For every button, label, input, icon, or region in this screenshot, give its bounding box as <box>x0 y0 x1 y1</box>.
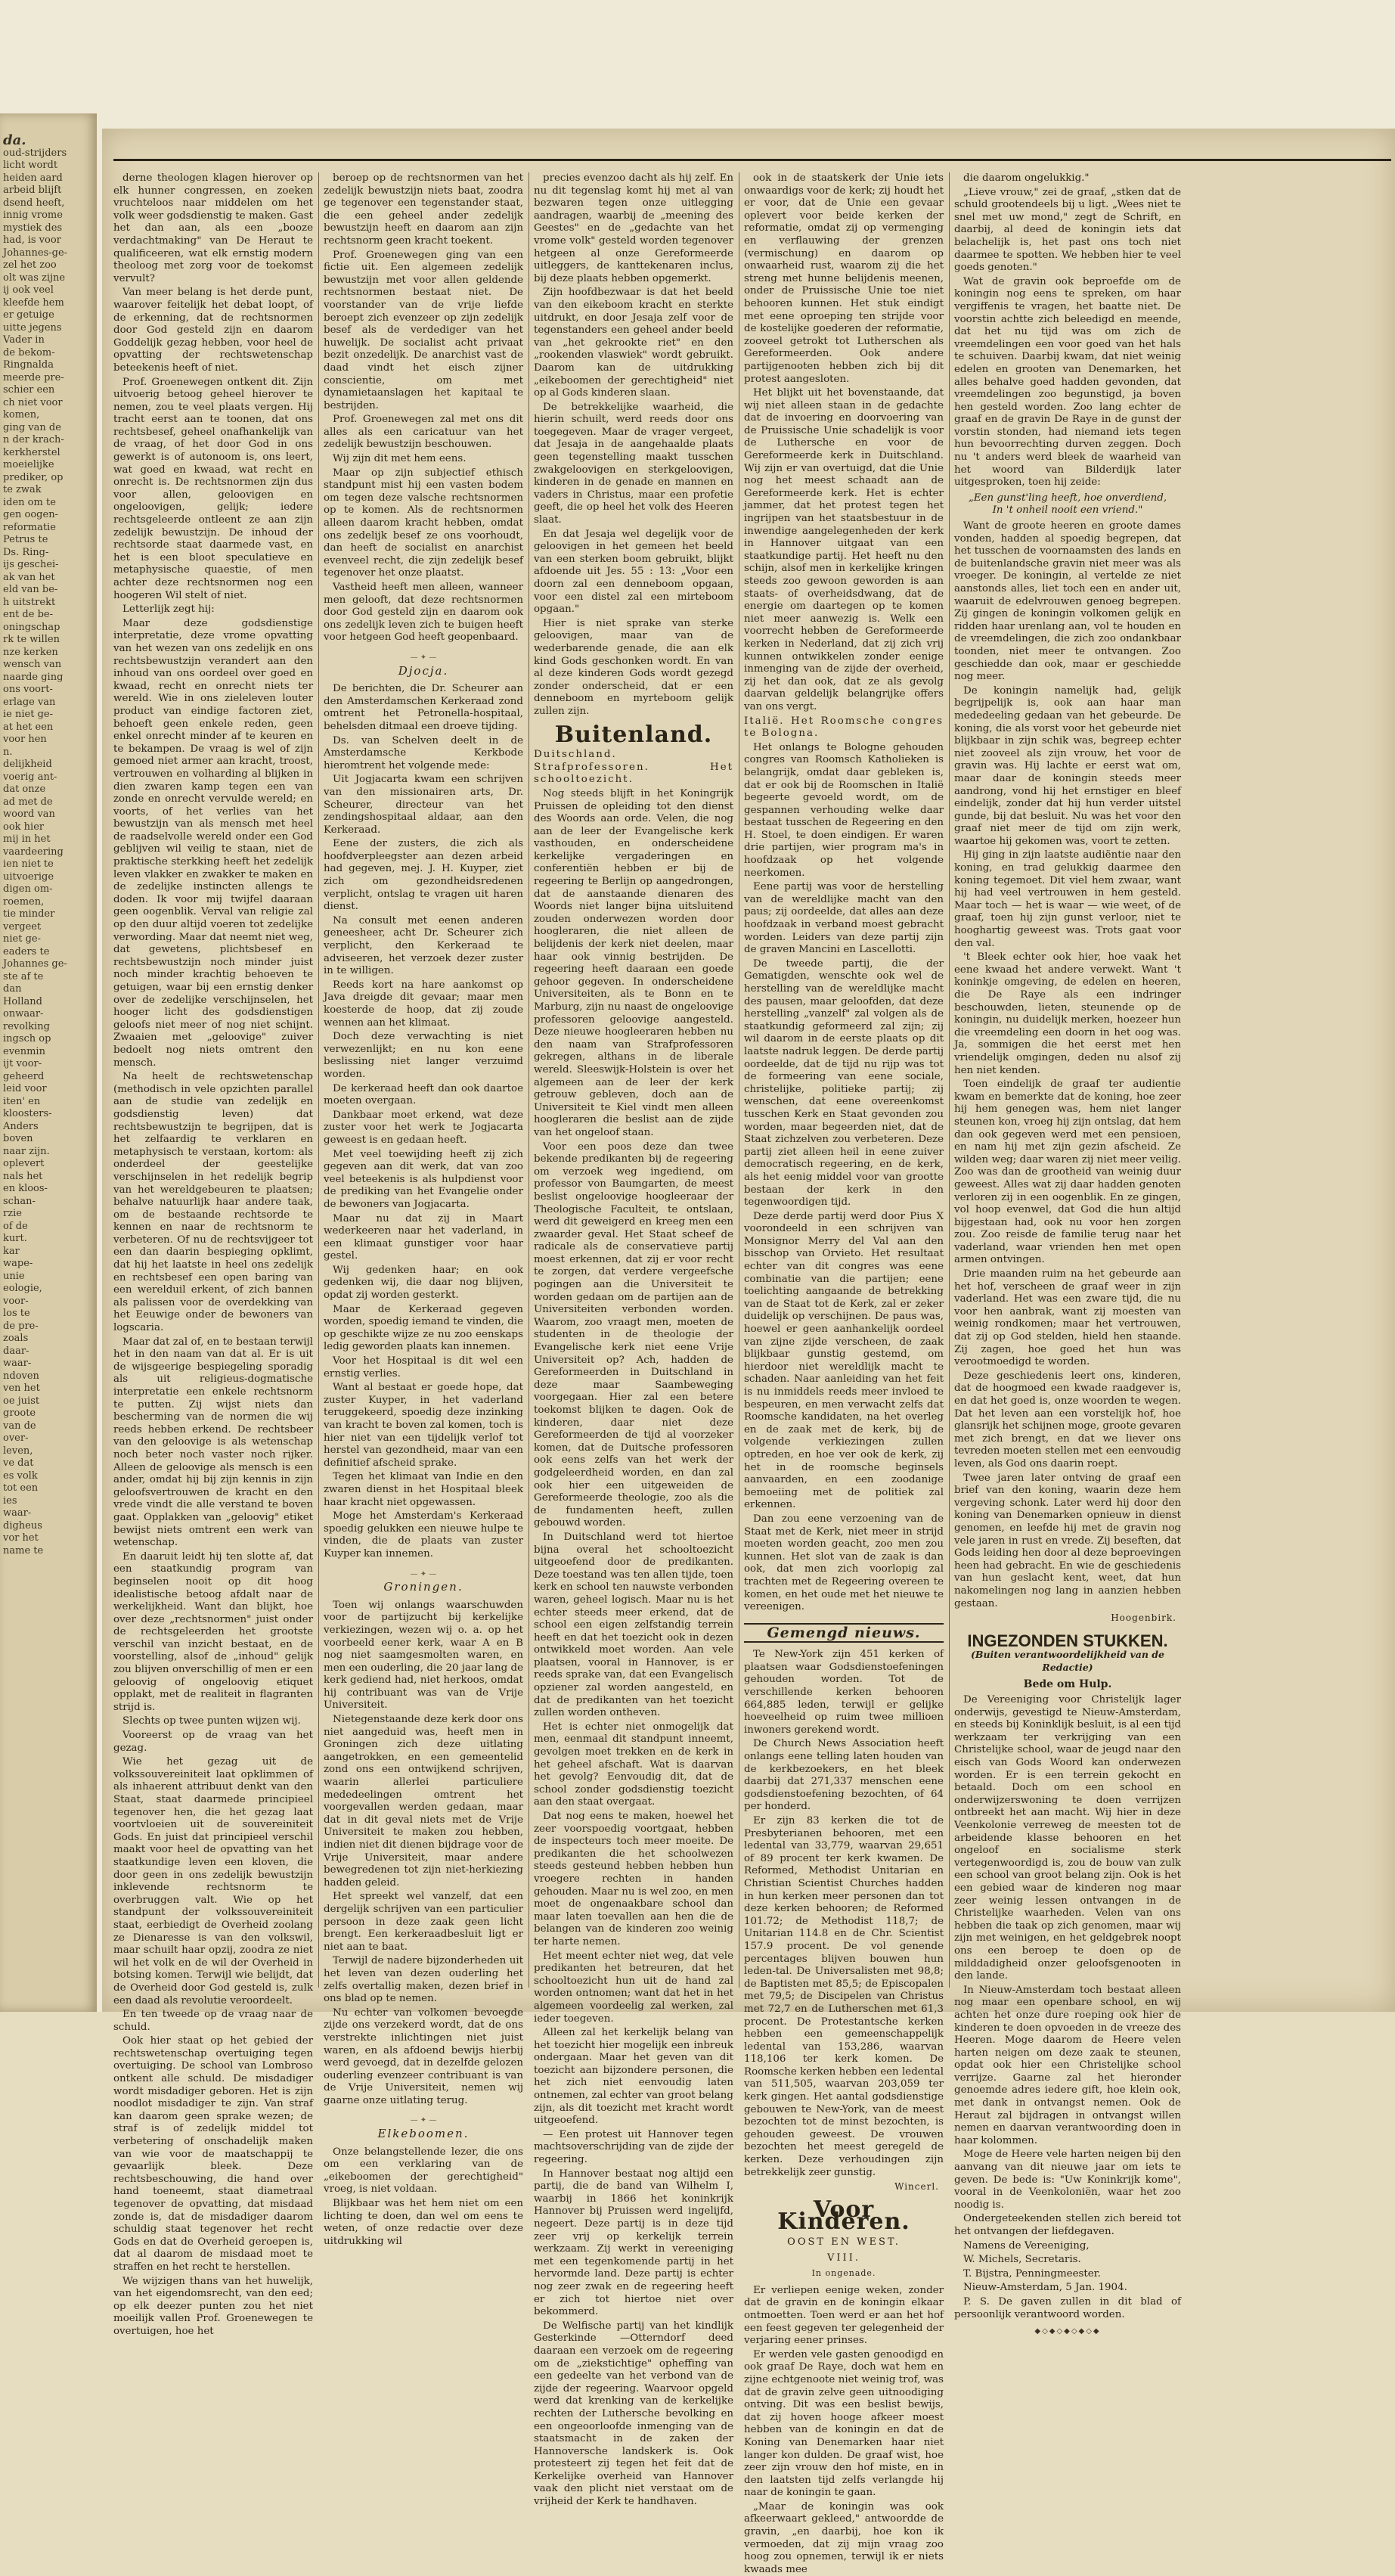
previous-page-fragment: nze kerken <box>3 646 58 658</box>
previous-page-fragment: rk te willen <box>3 634 60 645</box>
section-title-eikeboomen-text: Elkeboomen. <box>377 2127 470 2141</box>
previous-page-fragment: kar <box>3 1245 20 1257</box>
previous-page-fragment: ve dat <box>3 1457 34 1469</box>
article-paragraph: beroep op de rechtsnormen van het zedelijk bewustzijn niets baat, zoodra ge tegenover een tegenstander staat, die een geheel ander zedelijk bewustzijn heeft en daarom aan zijn rechtsnorm geen kracht toekent. <box>324 172 523 247</box>
article-paragraph: Voor het Hospitaal is dit wel een ernstig verlies. <box>324 1355 523 1380</box>
signature: Wincerl. <box>894 2181 939 2193</box>
previous-page-fragment: leid voor <box>3 1083 47 1094</box>
poem-line: In 't onheil nooit een vriend." <box>992 504 1143 517</box>
article-paragraph: Vooreerst op de vraag van het gezag. <box>113 1730 313 1754</box>
previous-page-fragment: arbeid blijft <box>3 185 62 196</box>
article-paragraph: Slechts op twee punten wijzen wij. <box>122 1715 301 1727</box>
article-paragraph: Want al bestaat er goede hope, dat zuster Kuyper, in het vaderland teruggekeerd, spoedig deze inzinking van kracht te boven zal komen, toch is hier niet van een tijdelijk verlof tot herstel van gezondheid, maar van een definitief afscheid sprake. <box>324 1382 523 1469</box>
article-paragraph: Wij zijn dit met hem eens. <box>333 453 467 465</box>
previous-page-fragment: iden om te <box>3 496 56 508</box>
article-paragraph: Nog steeds blijft in het Koningrijk Pruissen de opleiding tot den dienst des Woords aan orde. Velen, die nog aan de leer der Evangelische kerk vasthouden, en onderscheidene kerkelijke vergaderingen en conferentiën hebben er bij de regeering te Berlijn op aangedrongen, dat de aanstaande dienaren des Woords niet langer bijna uitsluitend zouden onderwezen worden door hoogleraren, die niet alleen de belijdenis der kerk niet deelen, maar haar ook vinnig bestrijden. De regeering heeft daaraan een goede gehoor gegeven. In onderscheidene Universiteiten, als te Bonn en te Marburg, zijn nu naast de ongeloovige professoren geloovige aangesteld. Deze nieuwe hoogleeraren hebben nu den naam van Strafprofessoren gekregen, althans in de liberale wereld. Sleeswijk-Holstein is over het algemeen aan de leer der kerk getrouw gebleven, doch aan de Universiteit te Kiel vindt men alleen hoogleraren die beslist aan de zijde van het ongeloof staan. <box>534 787 733 1138</box>
previous-page-fragment: kurt. <box>3 1233 27 1244</box>
previous-page-fragment: iten' en <box>3 1095 41 1107</box>
previous-page-fragment: tie minder <box>3 908 55 920</box>
previous-page-fragment: unie <box>3 1270 25 1282</box>
previous-page-fragment: de pre- <box>3 1320 39 1332</box>
previous-page-fragment: woord van <box>3 808 55 820</box>
article-paragraph: En ten tweede op de vraag naar de schuld. <box>113 2009 313 2033</box>
previous-page-fragment: naar zijn. <box>3 1145 50 1157</box>
previous-page-fragment: ie niet ge- <box>3 709 53 720</box>
previous-page-fragment: schan- <box>3 1195 36 1207</box>
previous-page-fragment: ste af te <box>3 970 44 982</box>
article-paragraph: Terwijl de nadere bijzonderheden uit het leven van dezen ouderling het zelfs overtallig maken, dezen brief in ons blad op te nemen. <box>324 1955 523 2005</box>
article-paragraph: Dankbaar moet erkend, wat deze zuster voor het werk te Jogjacarta geweest is en gedaan heeft. <box>324 1109 523 1146</box>
previous-page-fragment: van de <box>3 1420 36 1432</box>
article-paragraph: Prof. Groenewegen zal met ons dit alles als een caricatuur van het zedelijk bewustzijn beschouwen. <box>324 414 523 451</box>
signature: Hoogenbirk. <box>1111 1612 1176 1624</box>
previous-page-fragment: ijs geschei- <box>3 559 59 570</box>
previous-page-fragment: revolking <box>3 1020 50 1032</box>
article-paragraph: Reeds kort na hare aankomst op Java dreigde dit gevaar; maar men koesterde de hoop, dat zij zoude wennen aan het klimaat. <box>324 979 523 1029</box>
previous-page-fragment: kleefde hem <box>3 296 64 309</box>
previous-page-fragment: prediker, op <box>3 471 64 483</box>
previous-page-fragment: leven, <box>3 1445 33 1457</box>
previous-page-fragment: h uitstrekt <box>3 596 56 608</box>
article-paragraph: Hij ging in zijn laatste audiëntie naar den koning, en trad gelukkig daarmee den koning tegemoet. Dit viel hem zwaar, want hij had veel vertrouwen in hem gesteld. Maar toch — het is waar — wie weet, of de graaf, toen hij zijn gunst verloor, niet te hooghartig geweest was. Trots gaat voor den val. <box>954 849 1181 949</box>
article-paragraph: Van meer belang is het derde punt, waarover feitelijk het debat loopt, of de erkenning, dat de rechtsnormen door God gesteld zijn en daarom Goddelijk gezag hebben, voor heel de opvatting der rechtswetenschap beteekenis heeft of niet. <box>113 287 313 374</box>
article-paragraph: Namens de Vereeniging, <box>963 2239 1090 2252</box>
article-paragraph: Prof. Groenewegen ging van een fictie uit. Een algemeen zedelijk bewustzijn met voor allen geldende rechtsnormen bestaat niet. De voorstander van de vrije liefde beroept zich evenzeer op zijn zedelijk besef als de verdediger van het huwelijk. De socialist acht privaat bezit onzedelijk. De anarchist vast de daad vindt het eisch zijner conscientie, om met dynamietaanslagen het kapitaal te bestrijden. <box>324 249 523 411</box>
previous-page-fragment: zoals <box>3 1333 29 1344</box>
article-paragraph: Eene partij was voor de herstelling van de wereldlijke macht van den paus; zij oordeelde, dat alles aan deze hoofdzaak in verband moest gebracht worden. Leiders van deze partij zijn de graven Mancini en Lascellotti. <box>744 881 944 956</box>
section-title-djocja-text: Djocja. <box>398 663 449 678</box>
article-paragraph: We wijzigen thans van het huwelijk, van het eigendomsrecht, van den eed; op elk deezer punten zou het niet moeilijk vallen Prof. Groenewegen te overtuigen, hoe het <box>113 2275 313 2337</box>
previous-page-fragment: ijt voor- <box>3 1058 42 1069</box>
previous-page-fragment: innig vrome <box>3 209 63 221</box>
article-paragraph: Twee jaren later ontving de graaf een brief van den koning, waarin deze hem vergeving schonk. Later werd hij door den koning van Denemarken opnieuw in dienst genomen, en leefde hij met de gravin nog vele jaren in rust en vrede. Zij beseften, dat Gods leiding hen door al deze beproevingen heen had gebracht. En wie de geschiedenis van hun geslacht kent, weet, dat hun nakomelingen nog lang in aanzien hebben gestaan. <box>954 1472 1181 1609</box>
previous-page-fragment: n der krach- <box>3 434 64 445</box>
section-title-buitenland: Buitenland. <box>554 721 713 748</box>
article-paragraph: Maar de Kerkeraad gegeven worden, spoedig iemand te vinden, die op geschikte wijze ze nu zoo eenskaps ledig geworden plaats kan innemen. <box>324 1303 523 1353</box>
previous-page-fragment: wape- <box>3 1258 33 1269</box>
article-paragraph: Dat nog eens te maken, hoewel het zeer voorspoedig voortgaat, hebben de inspecteurs toch meer moeite. De predikanten die het schoolwezen steeds gesteund hebben hebben hun vroegere rechten in handen gehouden. Maar nu is wel zoo, en men moet de ongenaakbare school dan maar laten toevallen aan hen die de belangen van de kinderen zoo weinig ter harte nemen. <box>534 1811 733 1948</box>
article-paragraph: Na heelt de rechtswetenschap (methodisch in vele opzichten parallel aan de studie van zedelijk en godsdienstig leven) dat rechtsbewustzijn te begrijpen, dat is het zelfaardig te verklaren en metaphysisch te verstaan, kortom: als onderdeel der geestelijke verschijnselen in het redelijk begrip van het wereldgebeuren te plaatsen; behalve natuurlijk haar andere taak, om de bestaande rechtsorde te kennen en naar de rechtsnorm te verbeteren. Of nu de rechtsvijgeer tot een dan daarin bespieging opklimt, dat hij het laatste in heel ons zedelijk en rechtsbesef een open baring van een werelduil erkent, of zich bannen als palissen voor de overdekking van het Eeuwige onder de bewoners van logscaria. <box>113 1071 313 1334</box>
previous-page-fragment: voor hen <box>3 734 47 745</box>
ornament-icon: — ✦ — <box>410 1569 437 1578</box>
article-paragraph: Wij gedenken haar; en ook gedenken wij, die daar nog blijven, opdat zij worden gesterkt. <box>324 1264 523 1302</box>
previous-page-fragment: rzie <box>3 1208 22 1219</box>
article-paragraph: derne theologen klagen hierover op elk hunner congressen, en zoeken vruchteloos naar middelen om het volk weer godsdienstig te maken. Gast het dan aan, als een „booze verdachtmaking" van De Heraut te qualificeeren, wat elk ernstig modern theoloog met zorg voor de toekomst vervult? <box>113 172 313 284</box>
article-paragraph: Er werden vele gasten genoodigd en ook graaf De Raye, doch wat hem en zijne echtgenoote niet weinig trof, was dat de gravin zelve geen uitnoodiging ontving. Dit was een beslist bewijs, dat zij hoven hooge afkeer moest hebben van de koningin en dat de Koning van Denemarken haar niet langer kon dulden. De graaf wist, hoe zeer zijn vrouw den hof miste, en in den laatsten tijd zelfs verlangde hij naar de koningin te gaan. <box>744 2348 944 2499</box>
section-title-gemengd-nieuws: Gemengd nieuws. <box>744 1623 944 1643</box>
previous-page-fragment: de bekom- <box>3 346 55 358</box>
previous-page-fragment: uitte jegens <box>3 321 62 334</box>
article-paragraph: Er verliepen eenige weken, zonder dat de gravin en de koningin elkaar ontmoetten. Toen werd er aan het hof een feest gegeven ter gelegenheid der verjaring eener prinses. <box>744 2284 944 2347</box>
previous-page-fragment: licht wordt <box>3 160 58 171</box>
previous-page-fragment: kloosters- <box>3 1108 52 1119</box>
section-title-groningen <box>324 1569 523 1594</box>
article-paragraph: ook in de staatskerk der Unie iets onwaardigs voor de kerk; zij houdt het er voor, dat de Unie een gevaar oplevert voor beide kerken der reformatie, omdat zij op vermenging en verflauwing der grenzen (vermischung) en daarom op onwaarheid rust, waarom zij die het streng met hunne belijdenis meenen, onder de Pruissische Unie toe niet behooren kunnen. Het stuk eindigt met eene oproeping ten strijde voor de kostelijke goederen der reformatie, zooveel getrokt tot Lutherschen als Gereformeerden. Ook andere partijgenooten hebben zich bij dit protest aangesloten. <box>744 172 944 385</box>
article-paragraph: Dan zou eene verzoening van de Staat met de Kerk, niet meer in strijd moeten worden geacht, zoo men zou kunnen. Het slot van de zaak is dan ook, dat men zich voorlopig zal trachten met de Regeering overeen te komen, en het oude met het nieuwe te vereenigen. <box>744 1513 944 1613</box>
previous-page-fragment: moeielijke <box>3 459 54 470</box>
previous-page-fragment: waar- <box>3 1507 32 1519</box>
article-paragraph: En dat Jesaja wel degelijk voor de geloovigen in het gemeen het beeld van een sterken boom gebruikt, blijkt afdoende uit Jes. 55 : 13: „Voor een doorn zal een denneboom opgaan, voor een distel zal een mirteboom opgaan." <box>534 528 733 616</box>
previous-page-fragment: gen oogen- <box>3 509 58 520</box>
previous-page-fragment: delijkheid <box>3 759 52 770</box>
previous-page-fragment: ingsch op <box>3 1033 51 1044</box>
poem-line: „Een gunst'ling heeft, hoe onverdiend, <box>968 492 1167 504</box>
previous-page-fragment: dan <box>3 983 22 995</box>
article-paragraph: De kerkeraad heeft dan ook daartoe moeten overgaan. <box>324 1082 523 1107</box>
article-paragraph: Want de groote heeren en groote dames vonden, hadden al spoedig begrepen, dat het tusschen de voornaamsten des lands en de buitenlandsche gravin niet meer was als vroeger. De koningin, al vertelde ze niet aanstonds alles, liet toch een en ander uit, waaruit de edelvrouwen genoeg begrepen. Zij gingen de koningin volkomen gelijk en ridden haar urenlang aan, vol te houden en de vreemdelingen, die zich zoo ondankbaar toonden, niet meer te ontvangen. Zoo geschiedde dan ook, maar er geschiedde nog meer. <box>954 520 1181 683</box>
article-paragraph: Wie het gezag uit de volkssouvereiniteit laat opklimmen of als inhaerent attribuut denkt van den Staat, staat daarmede principieel tegenover hen, die het gezag laat voortvloeien uit de souvereiniteit Gods. En juist dat principieel verschil maakt voor heel de opvatting van het staatkundige leven een kloven, die door geen in ons zedelijk bewustzijn inklevende rechtsnorm te overbruggen valt. Wie op het standpunt der volkssouvereiniteit staat, eerbiedigt de Overheid zoolang ze Dienaresse is van den volkswil, maar schuilt haar opzij, zoodra ze niet wil het volk en de wil der Overheid in botsing komen. Terwijl wie belijdt, dat de Overheid door God gesteld is, zulk een daad als revolutie veroordeelt. <box>113 1756 313 2006</box>
previous-page-text <box>0 113 97 1557</box>
ornament-icon: — ✦ — <box>410 653 437 662</box>
previous-page-fragment: mij in het <box>3 833 51 845</box>
article-paragraph: Tegen het klimaat van Indie en den zwaren dienst in het Hospitaal bleek haar kracht niet opgewassen. <box>324 1471 523 1508</box>
article-paragraph: die daarom ongelukkig." <box>963 172 1090 184</box>
previous-page-fragment: Johannes-ge- <box>3 247 68 259</box>
previous-page-fragment: Vader in <box>3 334 45 346</box>
previous-page-fragment: mystiek des <box>3 222 63 234</box>
article-paragraph: Hier is niet sprake van sterke geloovigen, maar van de wederbarende genade, die aan elk kind Gods geschonken wordt. En van al deze kinderen Gods wordt gezegd zonder onderscheid, dat er een denneboom en myrteboom gelijk zullen zijn. <box>534 617 733 717</box>
article-paragraph: 't Bleek echter ook hier, hoe vaak het eene kwaad het andere verwekt. Want 't koninkje omgeving, de edelen en heeren, die De Raye als een indringer beschouwden, lieten, steunende op de koningin, nu duidelijk merken, hoezeer hun die vreemdeling een doorn in het oog was. Ja, sommigen die het eerst met hen vriendelijk omgingen, deden nu alsof zij hen niet kenden. <box>954 951 1181 1076</box>
article-paragraph: T. Bijstra, Penningmeester. <box>963 2267 1101 2280</box>
previous-page-fragment: ch niet voor <box>3 396 63 408</box>
ornament-icon: ◆◇◆◇◆◇◆◇◆ <box>1034 2327 1101 2336</box>
previous-page-fragment: groote <box>3 1407 36 1419</box>
article-paragraph: Toen wij onlangs waarschuwden voor de partijzucht bij kerkelijke verkiezingen, wezen wij o. a. op het voorbeeld eener kerk, waar A en B nog niet saamgesmolten waren, en men een ouderling, die 20 jaar lang de kerk gediend had, niet herkoos, omdat hij contribuant was van de Vrije Universiteit. <box>324 1599 523 1712</box>
article-paragraph: Het spreekt wel vanzelf, dat een dergelijk schrijven van een particulier persoon in deze zaak geen licht brengt. Een kerkeraadbesluit ligt er niet aan te baat. <box>324 1891 523 1953</box>
previous-page-fragment: Ds. Ring- <box>3 546 49 558</box>
previous-page-fragment: eld van be- <box>3 584 58 595</box>
previous-page-fragment: heiden aard <box>3 172 63 184</box>
previous-page-fragment: erlage van <box>3 696 56 708</box>
serial-number: VIII. <box>827 2252 860 2264</box>
article-paragraph: Uit Jogjacarta kwam een schrijven van den missionairen arts, Dr. Scheurer, directeur van het zendingshospitaal aldaar, aan den Kerkeraad. <box>324 774 523 836</box>
column-5 <box>954 172 1182 2336</box>
article-paragraph: „Lieve vrouw," zei de graaf, „stken dat de schuld grootendeels bij u ligt. „Wees niet te snel met uw mond," zegt de Schrift, en daarbij, al deed de koningin iets dat belachelijk is, het past ons toch niet daarmee te spotten. We hebben hier te veel goeds genoten." <box>954 186 1181 274</box>
section-title-voor-kinderen: Voor Kinderen. <box>777 2196 910 2236</box>
article-paragraph: P. S. De gaven zullen in dit blad of persoonlijk verantwoord worden. <box>954 2295 1181 2320</box>
previous-page-fragment: vergeet <box>3 920 42 933</box>
article-paragraph: Toen eindelijk de graaf ter audientie kwam en bemerkte dat de koning, hoe zeer hij hem genegen was, hem niet langer steunen kon, vroeg hij zijn ontslag, dat hem dan ook gegeven werd met een pensioen, en nam hij met zijn gezin afscheid. Ze wilden weg; daar waren zij niet meer veilig. Zoo was dan de grootheid van weinig duur geweest. Alles wat zij daar hadden genoten verloren zij in een oogenblik. En ze gingen, vol hoop evenwel, dat God die hun altijd bijgestaan had, ook nu voor hen zorgen zou. Zoo reisde de familie terug naar het vaderland, waar vrienden hen met open armen ontvingen. <box>954 1079 1181 1266</box>
article-paragraph: — Een protest uit Hannover tegen machtsoverschrijding van de zijde der regeering. <box>534 2128 733 2166</box>
article-paragraph: W. Michels, Secretaris. <box>963 2254 1081 2266</box>
previous-page-fragment: vaardeering <box>3 846 64 858</box>
column-4 <box>744 172 944 2575</box>
article-paragraph: „Maar de koningin was ook afkeerwaart gekleed," antwoordde de gravin, „en daarbij, hoe kon ik vermoeden, dat zij mijn vraag zoo hoog zou opnemen, terwijl ik er niets kwaads mee <box>744 2500 944 2575</box>
article-paragraph: Prof. Groenewegen ontkent dit. Zijn uitvoerig betoog geheel hierover te nemen, zou te veel plaats vergen. Hij tracht eerst aan te toonen, dat ons rechtsbesef, geheel onafhankelijk van de vraag, of het door God in ons gewerkt is of autonoom is, ons leert, wat goed en kwaad, wat recht en onrecht is. De rechtsnormen zijn dus voor allen, geloovigen en ongeloovigen, gelijk; iedere rechtsgeleerde ontleent ze aan zijn zedelijk bewustzijn. De inhoud der rechtsorde staat daarmede vast, en het is een bloot speculatieve en metaphysische quaestie, of men achter deze rechtsnormen nog een hoogeren Wil stelt of niet. <box>113 376 313 601</box>
article-paragraph: Te New-York zijn 451 kerken of plaatsen waar Godsdienstoefeningen gehouden worden. Tot de verschillende kerken behooren 664,885 leden, terwijl er gelijke hoeveelheid op ruim twee millioen inwoners gerekend wordt. <box>744 1649 944 1736</box>
previous-page-fragment: naarde ging <box>3 671 64 683</box>
article-paragraph: Het blijkt uit het bovenstaande, dat wij niet alleen staan in de gedachte dat de invoering en doorvoering van de Pruissische Unie schadelijk is voor de Luthersche en voor de Gereformeerde kerk in Duitschland. Wij zijn er van overtuigd, dat die Unie nog het meest schaadt aan de Gereformeerde kerk. Het is echter jammer, dat het protest tegen het ingrijpen van het staatsbestuur in de inwendige aangelegenheden der kerk in Hannover uitgaat van een staatkundige partij. Het heeft nu den schijn, alsof men in kerkelijke kringen steeds zoo gewoon geworden is aan staats- of overheidsdwang, dat de energie om daartegen op te komen niet meer aanwezig is. Welk een voorrecht hebben de Gereformeerde kerken in Nederland, dat zij zich vrij kunnen ontwikkelen zonder eenige inmenging van de zijde der overheid, zij het dan ook, dat ze als gevolg daarvan geldelijk belangrijke offers van ons vergt. <box>744 387 944 712</box>
article-paragraph: precies evenzoo dacht als hij zelf. En nu dit tegenslag komt hij met al van bezwaren tegen onze uitlegging aandragen, waarbij de „meening des Geestes" en de „gedachte van het vrome volk" gesteld worden tegenover hetgeen al onze Gereformeerde uitleggers, de kanttekenaren inclus, bij deze plaats hebben opgemerkt. <box>534 172 733 284</box>
previous-page-fragment: ien niet te <box>3 858 54 870</box>
previous-page-fragment: tot een <box>3 1482 39 1494</box>
article-paragraph: Maar op zijn subjectief ethisch standpunt mist hij een vasten bodem om tegen deze valsche rechtsnormen op te komen. Als de rechtsnormen alleen daarom kracht hebben, omdat ons zedelijk besef ze ons voorhoudt, dan heeft de socialist en anarchist evenveel recht, die zijn zedelijk besef tegenover het onze plaatst. <box>324 467 523 579</box>
article-paragraph: Nieuw-Amsterdam, 5 Jan. 1904. <box>963 2282 1127 2294</box>
previous-page-fragment: name te <box>3 1544 44 1556</box>
article-paragraph: Drie maanden ruim na het gebeurde aan het hof, verscheen de graaf weer in zijn vaderland. Het was een zware tijd, die nu voor hen aanbrak, want zij moesten van weinig rondkomen; maar het vertrouwen, dat zij op God stelden, hield hen staande. Zij zagen, hoe goed het hun was verootmoedigd te worden. <box>954 1268 1181 1368</box>
previous-page-fragment: boven <box>3 1133 33 1144</box>
article-paragraph: Vastheid heeft men alleen, wanneer men gelooft, dat deze rechtsnormen door God gesteld zijn en daarom ook ons zedelijk leven zich te buigen heeft voor hetgeen God heeft geopenbaard. <box>324 582 523 644</box>
previous-page-edge <box>0 113 97 2012</box>
top-rule <box>113 159 1391 161</box>
previous-page-fragment: ij ook veel <box>3 284 54 296</box>
serial-subtitle: In ongenade. <box>811 2268 876 2279</box>
article-paragraph: Maar nu dat zij in Maart wederkeeren naar het vaderland, in een klimaat gunstiger voor haar gestel. <box>324 1212 523 1262</box>
previous-page-fragment: schier een <box>3 384 55 396</box>
previous-page-fragment: ging van de <box>3 421 61 433</box>
previous-page-fragment: over- <box>3 1432 29 1444</box>
previous-page-fragment: voerig ant- <box>3 771 57 783</box>
column-3 <box>534 172 733 2508</box>
article-paragraph: De berichten, die Dr. Scheurer aan den Amsterdamschen Kerkeraad zond omtrent het Petronella-hospitaal, behelsden ditmaal een droeve tijding. <box>324 683 523 732</box>
article-paragraph: Het meent echter niet weg, dat vele predikanten het betreuren, dat het schooltoezicht hun uit de hand zal worden ontnomen; want dat het in het algemeen voordeelig zal werken, zal ieder toegeven. <box>534 1950 733 2025</box>
column-divider <box>318 172 319 1988</box>
previous-page-fragment: los te <box>3 1308 30 1319</box>
previous-page-fragment: uitvoerige <box>3 871 54 883</box>
article-paragraph: Moge de Heere vele harten neigen bij den aanvang van dit nieuwe jaar om iets te geven. De bede is: "Uw Koninkrijk kome", vooral in de Veenkoloniën, waar het zoo noodig is. <box>954 2149 1181 2211</box>
serial-title: OOST EN WEST. <box>787 2236 901 2248</box>
article-paragraph: De Vereeniging voor Christelijk lager onderwijs, gevestigd te Nieuw-Amsterdam, en steeds bij Koninklijk besluit, is al een tijd werkzaam ter verkrijging van een Christelijke school, waar de jeugd naar den eisch van Gods Woord kan onderwezen worden. Er is een terrein gekocht en betaald. Doch om een school en onderwijzerswoning te doen verrijzen ontbreekt het aan macht. Wij hier in deze Veenkolonie verreweg de meesten tot de arbeidende klasse behooren en het ongeloof en socialisme sterk vertegenwoordigd is, zou de bouw van zulk een school van groot belang zijn. Ook is het een gebied waar de kinderen nog maar zeer weinig lessen ontvangen in de Christelijke waarheden. Velen van ons hebben die taak op zich genomen, maar wij zijn met weinigen, en het geldgebrek noopt ons een beroep te doen op de milddadigheid onzer geloofsgenooten in den lande. <box>954 1694 1181 1982</box>
previous-page-fragment: ent de be- <box>3 609 53 620</box>
article-paragraph: De koningin namelijk had, gelijk begrijpelijk is, ook aan haar man mededeeling gedaan van het gebeurde. De koning, die als vorst voor het gebeurde niet blijkbaar in zijn schik was, begreep echter niet zooveel als zijn vrouw, het voor de gravin was. Hij lachte er eerst wat om, maar daar de koningin steeds meer aandrong, vond hij het ernstiger en bleef eindelijk, zonder dat hij hun verder uitstel gunde, bij dat besluit. Nu was het voor den graaf niet meer de tijd om zijn werk, waartoe hij gekomen was, voort te zetten. <box>954 684 1181 847</box>
previous-page-fragment: Holland <box>3 995 42 1007</box>
previous-page-fragment: ad met de <box>3 796 53 808</box>
previous-page-fragment: wensch van <box>3 659 62 670</box>
previous-page-fragment: had, is voor <box>3 234 61 246</box>
previous-page-fragment: at het een <box>3 721 54 733</box>
article-paragraph: Nietegenstaande deze kerk door ons niet aangeduid was, heeft men in Groningen zich deze uitlating aangetrokken, en een gemeentelid zond ons een ontwijkend schrijven, waarin allerlei particuliere mededeelingen omtrent het voorgevallen werden gedaan, maar dat in dit geval niets met de Vrije Universiteit te maken zou hebben, indien niet dit dienen bijdrage voor de Vrije Universiteit, maar andere bewegredenen tot zijn niet-herkiezing hadden geleid. <box>324 1714 523 1889</box>
article-paragraph: Deze geschiedenis leert ons, kinderen, dat de hoogmoed een kwade raadgever is, en dat het goed is, onze woorden te wegen. Dat het leven aan een vorstelijk hof, hoe glansrijk het schijnen moge, groote gevaren met zich brengt, en dat we liever ons tevreden moeten stellen met een eenvoudig leven, als God ons daarin roept. <box>954 1370 1182 1470</box>
previous-page-fragment: vor het <box>3 1532 39 1544</box>
article-paragraph: Maar deze godsdienstige interpretatie, deze vrome opvatting van het wezen van ons zedelijk en ons rechtsbewustzijn verandert aan den inhoud van ons oordeel over goed en kwaad, recht en onrecht niets ter wereld. Wie in ons zieleleven louter product van eindige factoren ziet, behoeft geen enkele reden, geen enkel onrecht minder af te keuren en te bekampen. De vraag is wel of zijn gemoed niet armer aan kracht, troost, vertrouwen en volharding al blijken in dien zwaren kamp tegen een van zonde en onrecht vervulde wereld; en voorts, of het verlies van het bewustzijn van als mensch met heel de raadselvolle wereld onder een God geblijven wil veilig te staan, niet de praktische sterkking heeft het zedelijk leven vlakker en zwakker te maken en de zedelijke instincten allengs te doden. Ik voor mij twijfel daaraan geen oogenblik. Verval van religie zal op den duur altijd voeren tot zedelijke verwording. Maar dat neemt niet weg, dat gewetens, plichtsbesef en rechtsbewustzijn noch minder juist noch minder krachtig behoeven te getuigen, waar bij een ernstig denker over de zedelijke verschijnselen, het hooger licht des godsdienstigen geloofs niet meer of nog niet schijnt. Zwaaien met „geloovige" zuiver bedoelt nog niets omtrent den mensch. <box>113 617 313 1069</box>
previous-page-fragment: nals het <box>3 1170 43 1182</box>
previous-page-fragment: oe juist <box>3 1395 40 1407</box>
article-paragraph: Eene der zusters, die zich als hoofdverpleegster aan dezen arbeid had gegeven, mej. J. H. Kuyper, ziet zich om gezondheidsredenen verplicht, ontslag te vragen uit haren dienst. <box>324 838 523 913</box>
previous-page-fragment: daar- <box>3 1345 29 1357</box>
previous-page-fragment: evenmin <box>3 1045 45 1057</box>
column-2 <box>324 172 523 2247</box>
article-paragraph: Het onlangs te Bologne gehouden congres van Roomsch Katholieken is belangrijk, omdat daar gebleken is, dat er ook bij de Roomschen in Italië begeerte gevoeld wordt, om de gespannen verhouding welke daar bestaat tusschen de Regeering en den H. Stoel, te doen eindigen. Er waren drie partijen, wier program ma's in hoofdzaak op het volgende neerkomen. <box>744 741 944 879</box>
previous-page-fragment: voor- <box>3 1295 29 1307</box>
article-paragraph: In Nieuw-Amsterdam toch bestaat alleen nog maar een openbare school, en wij achten het onze dure roeping ook hier de kinderen te doen opvoeden in de vreeze des Heeren. Moge daarom de Heere velen harten neigen om deze zaak te steunen, opdat ook hier een Christelijke school verrijze. Gaarne zal het hieronder genoemde adres iedere gift, hoe klein ook, met dank in ontvangst nemen. Ook de Heraut zal bijdragen in ontvangst willen nemen en daarvan verantwoording doen in haar kolommen. <box>954 1984 1181 2146</box>
previous-page-fragment: oplevert <box>3 1158 45 1169</box>
article-paragraph: Alleen zal het kerkelijk belang van het toezicht hier mogelijk een inbreuk ondergaan. Maar het geven van dit toezicht aan bijzondere personen, die het zich niet eenvoudig laten ontnemen, zal echter van groot belang zijn, als dit toezicht met kracht wordt uitgeoefend. <box>534 2027 733 2127</box>
previous-page-fragment: oud-strijders <box>3 147 67 159</box>
previous-page-fragment: of de <box>3 1220 28 1232</box>
previous-page-fragment: digen om- <box>3 883 53 895</box>
previous-page-fragment: ak van het <box>3 571 55 583</box>
previous-page-fragment: en kloos- <box>3 1183 48 1194</box>
poem-quote <box>954 492 1181 517</box>
ornament-icon: — ✦ — <box>410 2116 437 2125</box>
previous-page-fragment: onwaar- <box>3 1008 44 1020</box>
article-paragraph: Er zijn 83 kerken die tot de Presbyterianen behooren, met een ledental van 33,779, waarvan 29,651 of 89 procent ter kerk kwamen. De Reformed, Methodist Unitarian en Christian Scientist Churches hadden in hun kerken meer personen dan tot deze kerken behooren; de Reformed 101.72; de Methodist 118,7; de Unitarian 114.8 en de Chr. Scientist 157.9 procent. De vol genende percentages blijven bouwen hun leden-tal. De Universalisten met 98,8; de Baptisten met 85,5; de Episcopalen met 79,5; de Discipelen van Christus met 72,7 en de Lutherschen met 61,3 procent. De Protestantsche kerken hebben een gemeenschappelijk ledental van 153,286, waarvan 118,106 ter kerk komen. De Roomsche kerken hebben een ledental van 511,505, waarvan 203,059 ter kerk gingen. Het aantal godsdienstige gebouwen te New-York, van de meest bezochten tot de minst bezochten, is gehouden geweest. De vrouwen bezochten het meest geregeld de kerken. Deze verhoudingen zijn betrekkelijk zeer gunstig. <box>744 1815 944 2178</box>
column-1 <box>113 172 313 2337</box>
article-paragraph: Nu echter van volkomen bevoegde zijde ons verzekerd wordt, dat de ons verstrekte inlichtingen niet juist waren, en als afdoend bewijs hierbij werd gevoegd, dat in dezelfde gelozen ouderling evenzeer contribuant is van de Vrije Universiteit, nemen wij gaarne onze uitlating terug. <box>324 2006 523 2106</box>
previous-page-fragment: dsend heeft, <box>3 197 65 209</box>
previous-page-fragment: Petrus te <box>3 534 48 545</box>
section-title-ingezonden-stukken: INGEZONDEN STUKKEN. <box>967 1631 1168 1650</box>
letter-title: Bede om Hulp. <box>1023 1678 1112 1691</box>
section-title-eikeboomen <box>324 2115 523 2140</box>
section-title-djocja <box>324 652 523 677</box>
article-paragraph: In Duitschland werd tot hiertoe bijna overal het schooltoezicht uitgeoefend door de predikanten. Deze toestand was ten allen tijde, toen kerk en school ten nauwste verbonden waren, geheel logisch. Maar nu is het echter steeds meer erkend, dat de school een eigen zelfstandig terrein heeft en dat het toezicht ook in dezen ontwikkeld moet worden. Aan vele plaatsen, vooral in Hannover, is er reeds sprake van, dat een Evangelisch opziener zal worden aangesteld, en dat de predikanten van het toezicht zullen worden ontheven. <box>534 1531 733 1719</box>
article-paragraph: Ondergeteekenden stellen zich bereid tot het ontvangen der liefdegaven. <box>954 2213 1181 2237</box>
previous-page-fragment: eaders te <box>3 945 50 957</box>
article-paragraph: Doch deze verwachting is niet verwezenlijkt; en nu kon eene beslissing niet langer verzuimd worden. <box>324 1031 523 1080</box>
previous-page-fragment: reformatie <box>3 521 56 533</box>
article-paragraph: In Hannover bestaat nog altijd een partij, die de band van Wilhelm I, waarbij in 1866 het koninkrijk Hannover bij Pruissen werd ingelijfd, negeert. Deze partij is in deze tijd zeer vrij op kerkelijk terrein werkzaam. Zij werkt in vereeniging met een tegenkomende partij in het hervormde land. Deze partij is echter nog zeer zwak en de regeering heeft er zich tot hiertoe niet over bekommerd. <box>534 2168 733 2318</box>
previous-page-fragment: es volk <box>3 1470 38 1482</box>
article-paragraph: Maar dat zal of, en te bestaan terwijl het in den naam van dat al. Er is uit de wijsgeerige bespiegeling sporadig als uit religieus-dogmatische interpretatie een enkele rechtsnorm te putten. Zij wijst niets dan bescherming van de normen die wij reeds hebben erkend. De rechtsbeer van den geloovige is als wetenschap noch beter noch vaster noch rijker. Alleen de geloovige als mensch is een ander, omdat hij bij zijn kennis in zijn geloofsvertrouwen de kracht en den vrede vindt die alle verstand te boven gaat. Opplakken van „geloovig" etiket bewijst niets omtrent een werk van wetenschap. <box>113 1336 313 1549</box>
article-paragraph: De Welfische partij van het kindlijk Gesterkinde —Otterndorf deed daaraan een verzoek om de regeering om de „ziekstichtige" opheffing van een gedeelte van het verbond van de zijde der regeering. Waarvoor opgeld werd dat krenking van de kerkelijke rechten der Luthersche bevolking en een ongeoorloofde inmenging van de staatsmacht in de zaken der Hannoversche landskerk is. Ook protesteert zij tegen het feit dat de Kerkelijke overheid van Hannover vaak den plicht niet verstaat om de vrijheid der Kerk te handhaven. <box>534 2320 733 2508</box>
previous-page-fragment: ons voort- <box>3 684 53 695</box>
previous-page-fragment: zel het zoo <box>3 259 57 271</box>
previous-page-fragment: n. <box>3 746 13 758</box>
previous-page-fragment: waar- <box>3 1358 32 1369</box>
previous-page-fragment: komen, <box>3 409 40 421</box>
previous-page-fragment: eologie, <box>3 1283 42 1294</box>
previous-page-fragment: ies <box>3 1494 17 1507</box>
article-paragraph: Zijn hoofdbezwaar is dat het beeld van den eikeboom kracht en sterkte uitdrukt, en door Jesaja zelf voor de tegenstanders een geheel ander beeld van „het gekrookte riet" en den „rookenden vlaswiek" wordt gebruikt. Daarom kan de uitdrukking „eikeboomen der gerechtigheid" niet op al Gods kinderen slaan. <box>534 287 733 399</box>
previous-page-fragment: meerde pre- <box>3 371 64 383</box>
article-paragraph: Met veel toewijding heeft zij zich gegeven aan dit werk, dat van zoo veel beteekenis is als hulpdienst voor de prediking van het Evangelie onder de bewoners van Jogjacarta. <box>324 1148 523 1210</box>
article-paragraph: Moge het Amsterdam's Kerkeraad spoedig gelukken een nieuwe hulpe te vinden, die de plaats van zuster Kuyper kan innemen. <box>324 1510 523 1560</box>
previous-page-fragment: er getuige <box>3 309 54 321</box>
previous-page-fragment: da. <box>3 132 26 148</box>
previous-page-fragment: olt was zijne <box>3 272 66 284</box>
previous-page-fragment: kerkherstel <box>3 446 60 458</box>
article-paragraph: Wat de gravin ook beproefde om de koningin nog eens te spreken, om haar vergiffenis te vragen, het baatte niet. De voorstin achtte zich beleedigd en meende, dat het nu tijd was om zich de vreemdelingen een voor goed van het hals te schuiven. Daarbij kwam, dat niet weinig edelen en grooten van Denemarken, het alles behalve goed hadden gevonden, dat vreemdelingen zoo begunstigd, ja boven hen gesteld worden. Zoo lang echter de graaf en de gravin De Raye in de gunst der vorstin stonden, had niemand iets tegen hun bevoorrechting durven zeggen. Doch nu 't anders werd bleek de waarheid van het woord van Bilderdijk later uitgesproken, toen hij zeide: <box>954 275 1181 489</box>
previous-page-fragment: ook hier <box>3 821 45 833</box>
previous-page-fragment: dat onze <box>3 784 46 795</box>
article-paragraph: Na consult met eenen anderen geneesheer, acht Dr. Scheurer zich verplicht, den Kerkeraad te adviseeren, het verzoek dezer zuster in te willigen. <box>324 914 523 977</box>
previous-page-fragment: digheus <box>3 1519 42 1532</box>
article-paragraph: Deze derde partij werd door Pius X voorondeeld in een schrijven van Monsignor Merry del Val aan den bisschop van Orvieto. Het resultaat echter van dit congres was eene combinatie van die partijen; eene toelichting aangaande de betrekking van de Staat tot de Kerk, zal er zeker duidelijk op verschijnen. De paus was, hoewel er geen aanhankelijk oordeel van zijne zijde verscheen, de zaak blijkbaar gunstig gestemd, om hierdoor niet wereldlijk macht te schaden. Naar aanleiding van het feit is nu inmiddels reeds meer invloed te bespeuren, en men verwacht zelfs dat Roomsche kandidaten, na het overleg en de zaak met de kerk, bij de volgende verkiezingen zullen optreden, en hoe ver ook de kerk, zij het in de roomsche beginsels aanvaarden, en een zoodanige bemoeiing met de politiek zal erkennen. <box>744 1210 944 1511</box>
previous-page-fragment: roemen, <box>3 895 45 908</box>
previous-page-fragment: Johannes ge- <box>3 958 67 970</box>
previous-page-fragment: Anders <box>3 1120 39 1132</box>
previous-page-fragment: geheerd <box>3 1070 45 1082</box>
previous-page-fragment: te zwak <box>3 484 42 495</box>
article-paragraph: De Church News Association heeft onlangs eene telling laten houden van de kerkbezoekers, en het bleek daarbij dat 271,337 menschen eene godsdienstoefening bezochten, of 64 per honderd. <box>744 1738 944 1813</box>
article-paragraph: De tweede partij, die der Gematigden, wenschte ook wel de herstelling van de wereldlijke macht des pausen, maar geloofden, dat deze herstelling „vanzelf" zal volgen als de staatkundig geformeerd zal zijn; zij wil daarom in de eerste plaats op dit laatste nadruk leggen. De derde partij oordeelde, dat de tijd nu rijp was tot de formeering van eene sociale, christelijke, politieke partij; zij wenschen, dat eene overeenkomst tusschen Kerk en Staat gevonden zou worden, maar begeerden niet, dat de Staat zichzelven zou verbeteren. Deze partij ziet alleen heil in eene zuiver democratisch regeering, en de kerk, als het eenig middel voor van grootte bestaan der kerk in den tegenwoordigen tijd. <box>744 957 944 1209</box>
section-title-groningen-text: Groningen. <box>383 1580 463 1594</box>
previous-page-fragment: niet ge- <box>3 933 41 945</box>
previous-page-fragment: oningschap <box>3 621 60 633</box>
previous-page-fragment: ven het <box>3 1383 40 1394</box>
article-paragraph: Letterlijk zegt hij: <box>122 604 215 616</box>
previous-page-fragment: ndoven <box>3 1370 39 1382</box>
article-paragraph: Ook hier staat op het gebied der rechtswetenschap overtuiging tegen overtuiging. De school van Lombroso ontkent alle schuld. De misdadiger wordt misdadiger geboren. Het is zijn noodlot misdadiger te zijn. Van straf kan daarom geen sprake wezen; de straf is of zedelijk middel tot verbetering of onschadelijk maken van wie voor de maatschappij te gevaarlijk bleek. Deze rechtsbeschouwing, die hand over hand toeneemt, staat diametraal tegenover de opvatting, dat misdaad zonde is, dat de misdadiger daarom schuldig staat tegenover het recht Gods en dat de Overheid geroepen is, dat al daarom de misdaad moet te straffen en het recht te herstellen. <box>113 2035 313 2273</box>
article-paragraph: Duitschland. Strafprofessoren. Het schooltoezicht. <box>534 749 733 786</box>
previous-page-fragment: Ringnalda <box>3 359 54 371</box>
italy-heading: Italië. Het Roomsche congres te Bologna. <box>744 715 944 740</box>
column-divider <box>949 172 950 1988</box>
article-paragraph: Voor een poos deze dan twee bekende predikanten bij de regeering om verzoek weg ingediend, om professor von Baumgarten, de meest beslist ongeloovige hoogleeraar der Theologische Faculteit, te ontslaan, werd dit geweigerd en kreeg men een zwaarder geval. Het Staat scheef de radicale als de conservatieve partij moest erkennen, dat zij er voor recht te zorgen, dat verdere vergeefsche pogingen aan die Universiteit te worden gedaan om de partijen aan de Universiteiten verbonden worden. Waarom, zoo vraagt men, moeten de studenten in de theologie der Evangelische kerk niet eene Vrije Universiteit op? Ach, hadden de Gereformeerden in Duitschland in deze maar Saambeweging voorgegaan. Hier zal een betere toekomst blijken te dagen. Ook de kinderen, daar niet deze Gereformeerden de tijd al voorzeker komen, dat de Duitsche professoren ook eens zelfs van het werk der godgeleerdheid worden, en dan zal ook hier een uitgeweiden de Gereformeerde theologie, zoo als die de fundamenten heeft, zullen gebouwd worden. <box>534 1141 733 1529</box>
article-paragraph: Het is echter niet onmogelijk dat men, eenmaal dit standpunt inneemt, gevolgen moet trekken en de kerk in het geheel afschaft. Wat is daarvan het gevolg? Eenvoudig dit, dat de school zonder godsdienstig toezicht aan den staat overgaat. <box>534 1721 733 1808</box>
article-paragraph: Blijkbaar was het hem niet om een lichting te doen, dan wel om eens te weten, of onze redactie over deze uitdrukking wil <box>324 2198 523 2247</box>
article-paragraph: Onze belangstellende lezer, die ons om een verklaring van de „eikeboomen der gerechtigheid" vroeg, is niet voldaan. <box>324 2146 523 2196</box>
article-paragraph: Ds. van Schelven deelt in de Amsterdamsche Kerkbode hieromtrent het volgende mede: <box>324 734 523 771</box>
article-paragraph: De betrekkelijke waarheid, die hierin schuilt, werd reeds door ons toegegeven. Maar de vrager vergeet, dat Jesaja in de aangehaalde plaats geen tegenstelling maakt tusschen zwakgeloovigen en sterkgeloovigen, kinderen in de genade en mannen en vaders in Christus, maar een profetie geeft, die op heel het volk des Heeren slaat. <box>534 401 733 526</box>
section-subtitle: (Buiten verantwoordelijkheid van de Redactie) <box>970 1649 1165 1673</box>
article-paragraph: En daaruit leidt hij ten slotte af, dat een staatkundig program van beginselen nooit op dit hoog idealistische betoog afdalt naar de werkelijkheid. Want dan blijkt, hoe over deze „rechtsnormen" juist onder de rechtsgeleerden het grootste verschil van inzicht bestaat, en de voorstelling, alsof de „inhoud" gelijk zou blijven onverschillig of men er een geloovig of ongeloovig etiquet opplakt, met de realiteit in flagranten strijd is. <box>113 1550 313 1713</box>
